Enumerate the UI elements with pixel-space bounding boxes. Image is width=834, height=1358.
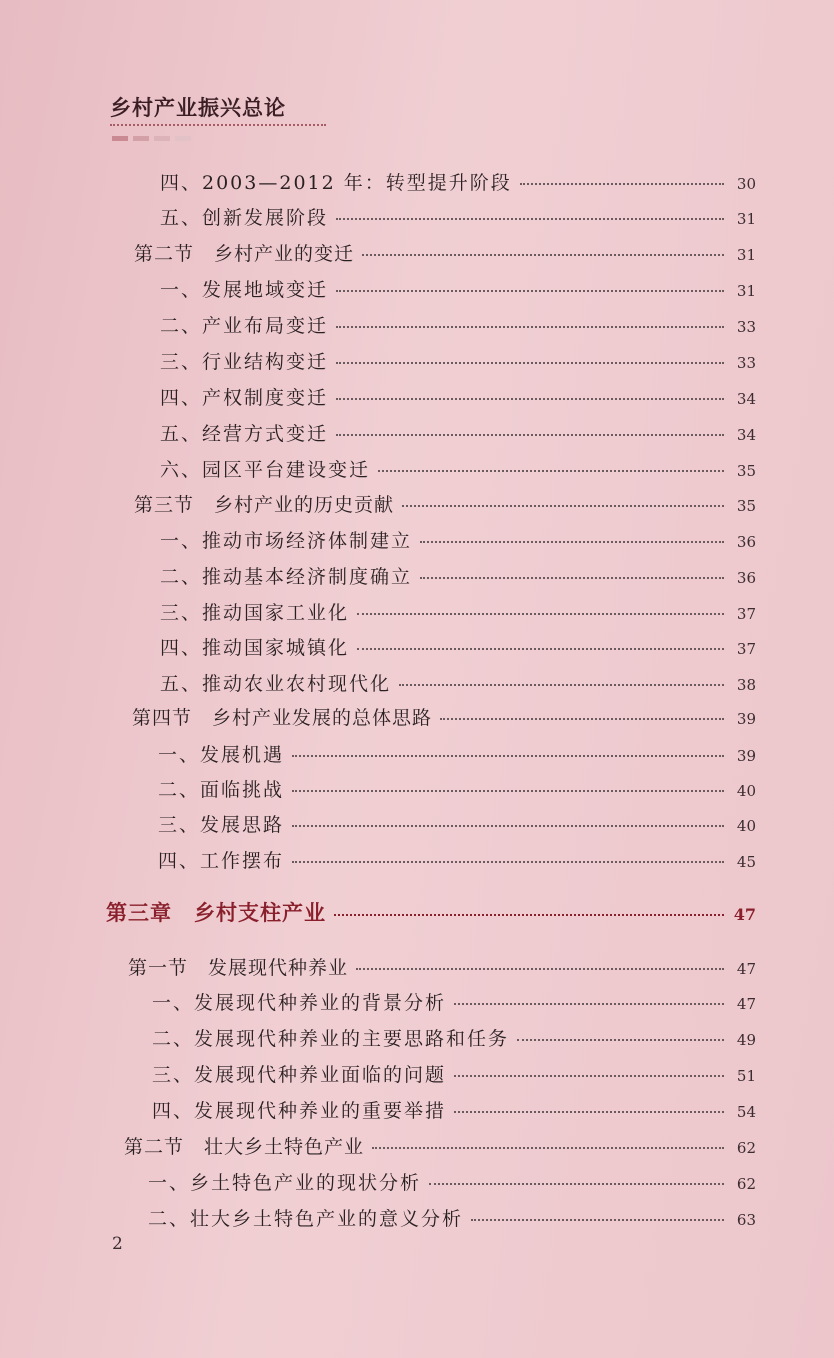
toc-entry-page: 37 [736,640,756,658]
toc-entry-page: 47 [733,905,756,924]
accent-square [175,136,191,141]
toc-leader-dots [420,541,724,543]
toc-leader-dots [336,362,724,364]
toc-leader-dots [336,398,724,400]
toc-leader-dots [402,505,724,507]
toc-leader-dots [440,718,724,720]
toc-section [134,490,756,517]
toc-entry [152,1096,756,1123]
toc-leader-dots [372,1147,724,1149]
toc-entry-page: 36 [736,533,756,551]
toc-entry [148,1204,756,1231]
toc-entry-title: 一、推动市场经济体制建立 [160,530,413,552]
toc-entry-title: 二、产业布局变迁 [160,315,329,337]
toc-entry [160,455,756,482]
toc-entry-title: 第一节 发展现代种养业 [128,957,349,979]
toc-entry-title: 二、发展现代种养业的主要思路和任务 [152,1028,510,1050]
toc-entry-page: 33 [736,318,756,336]
toc-entry-title: 六、园区平台建设变迁 [160,459,371,481]
toc-entry [152,988,756,1015]
accent-square [112,136,128,141]
toc-entry-page: 31 [736,246,756,264]
toc-leader-dots [399,684,724,686]
toc-entry-page: 35 [736,462,756,480]
toc-entry-page: 33 [736,354,756,372]
toc-leader-dots [454,1111,724,1113]
toc-leader-dots [362,254,724,256]
accent-square [133,136,149,141]
toc-entry-title: 一、发展地域变迁 [160,279,329,301]
toc-entry-title: 四、产权制度变迁 [160,387,329,409]
toc-entry-page: 62 [736,1175,756,1193]
toc-leader-dots [520,183,724,185]
toc-entry-title: 二、壮大乡土特色产业的意义分析 [148,1208,464,1230]
toc-leader-dots [357,648,724,650]
toc-entry [158,740,756,767]
toc-entry [160,275,756,302]
toc-entry-page: 36 [736,569,756,587]
toc-entry-page: 34 [736,390,756,408]
toc-entry-title: 三、推动国家工业化 [160,602,350,624]
toc-entry-title: 五、经营方式变迁 [160,423,329,445]
toc-entry-page: 47 [736,995,756,1013]
toc-entry-title: 一、发展现代种养业的背景分析 [152,992,447,1014]
toc-entry-title: 第二节 乡村产业的变迁 [134,243,355,265]
toc-entry [160,383,756,410]
toc-leader-dots [334,914,724,916]
toc-section [132,703,756,730]
toc-entry-page: 40 [736,782,756,800]
toc-entry-page: 39 [736,747,756,765]
toc-leader-dots [292,790,724,792]
toc-section [124,1132,756,1159]
toc-entry [160,203,756,230]
toc-chapter-title: 第三章 乡村支柱产业 [106,901,326,925]
page-number: 2 [112,1234,123,1254]
toc-leader-dots [454,1075,724,1077]
toc-section [128,953,756,980]
toc-entry-page: 34 [736,426,756,444]
toc-leader-dots [378,470,724,472]
toc-entry-page: 31 [736,210,756,228]
toc-leader-dots [356,968,724,970]
toc-entry-page: 62 [736,1139,756,1157]
toc-entry-title: 四、发展现代种养业的重要举措 [152,1100,447,1122]
toc-entry [160,526,756,553]
toc-entry-page: 40 [736,817,756,835]
toc-leader-dots [336,326,724,328]
toc-entry-page: 47 [736,960,756,978]
toc-section [134,239,756,266]
toc-entry [160,633,756,660]
toc-leader-dots [517,1039,724,1041]
toc-entry-page: 45 [736,853,756,871]
toc-leader-dots [292,755,724,757]
toc-leader-dots [357,613,724,615]
toc-leader-dots [454,1003,724,1005]
toc-leader-dots [292,861,724,863]
toc-entry-title: 二、推动基本经济制度确立 [160,566,413,588]
toc-leader-dots [336,218,724,220]
toc-leader-dots [336,290,724,292]
toc-entry-title: 四、2003—2012 年：转型提升阶段 [160,172,512,194]
toc-entry-page: 49 [736,1031,756,1049]
toc-entry [160,311,756,338]
toc-entry [158,810,756,837]
toc-entry-title: 三、发展现代种养业面临的问题 [152,1064,447,1086]
toc-entry [160,669,756,696]
book-title: 乡村产业振兴总论 [110,96,286,120]
toc-entry-page: 39 [736,710,756,728]
toc-entry-page: 31 [736,282,756,300]
toc-leader-dots [471,1219,724,1221]
title-dotted-rule [110,124,326,126]
toc-entry-page: 35 [736,497,756,515]
toc-entry [158,775,756,802]
toc-entry-title: 二、面临挑战 [158,779,285,801]
accent-square [154,136,170,141]
toc-leader-dots [336,434,724,436]
toc-entry-title: 三、行业结构变迁 [160,351,329,373]
toc-entry-title: 五、推动农业农村现代化 [160,673,392,695]
toc-entry-title: 第三节 乡村产业的历史贡献 [134,494,395,516]
toc-leader-dots [429,1183,724,1185]
toc-entry [148,1168,756,1195]
toc-entry-title: 三、发展思路 [158,814,285,836]
toc-leader-dots [292,825,724,827]
toc-entry-page: 30 [736,175,756,193]
toc-entry-title: 四、推动国家城镇化 [160,637,350,659]
toc-entry-title: 一、乡土特色产业的现状分析 [148,1172,422,1194]
toc-chapter [106,897,756,927]
toc-entry-page: 38 [736,676,756,694]
toc-entry [160,347,756,374]
toc-entry [152,1024,756,1051]
toc-entry-title: 第四节 乡村产业发展的总体思路 [132,707,433,729]
toc-entry [160,168,756,195]
title-accent-squares [112,136,191,141]
toc-entry-page: 51 [736,1067,756,1085]
toc-entry [158,846,756,873]
toc-entry [160,598,756,625]
toc-entry [152,1060,756,1087]
toc-entry [160,562,756,589]
toc-entry-page: 63 [736,1211,756,1229]
toc-entry-page: 37 [736,605,756,623]
toc-entry-title: 一、发展机遇 [158,744,285,766]
toc-entry [160,419,756,446]
toc-entry-page: 54 [736,1103,756,1121]
toc-entry-title: 五、创新发展阶段 [160,207,329,229]
toc-entry-title: 第二节 壮大乡土特色产业 [124,1136,365,1158]
toc-leader-dots [420,577,724,579]
toc-entry-title: 四、工作摆布 [158,850,285,872]
